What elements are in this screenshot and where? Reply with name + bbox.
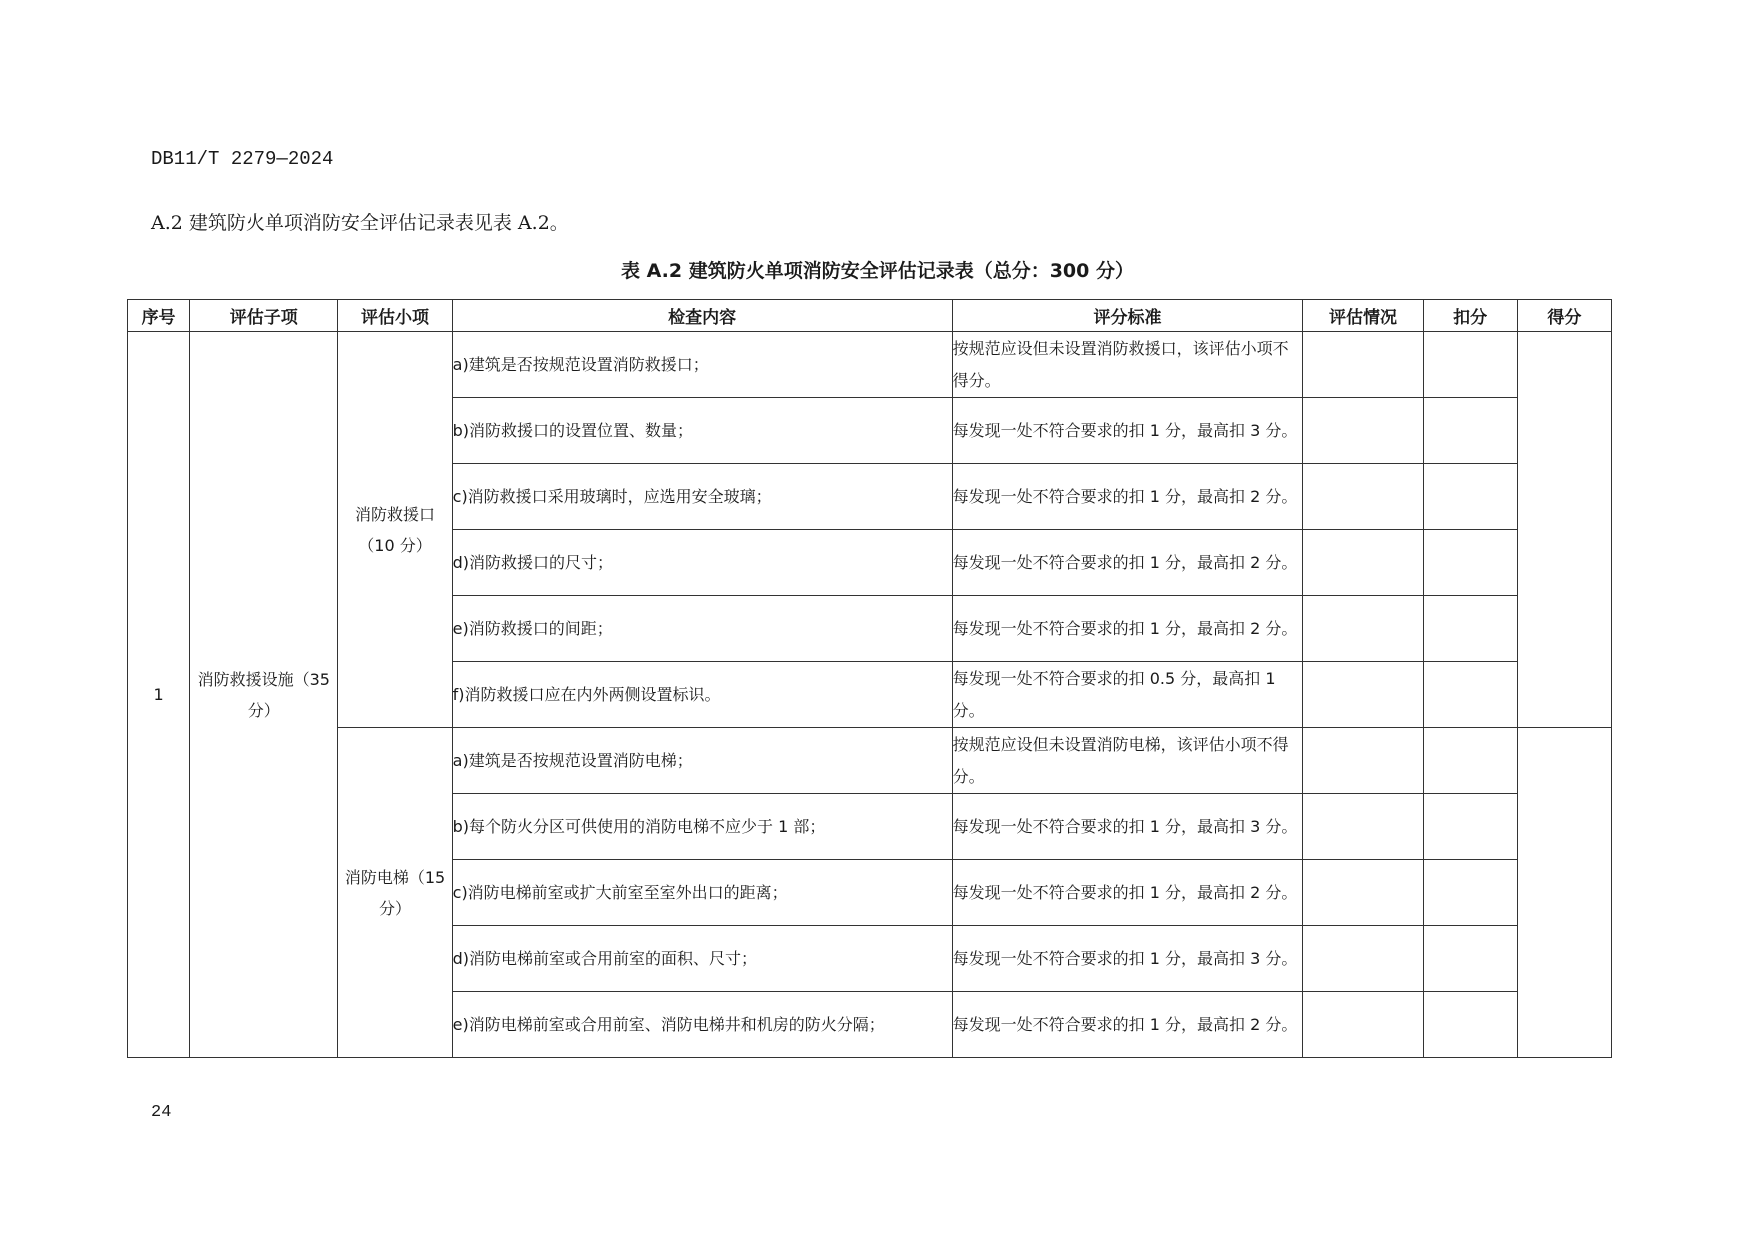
- assessment-cell: [1303, 464, 1423, 530]
- deduction-cell: [1423, 728, 1517, 794]
- check-content: b)消防救援口的设置位置、数量；: [452, 398, 952, 464]
- table-header-row: [128, 300, 1612, 332]
- group-number: 1: [128, 332, 190, 1058]
- deduction-cell: [1423, 926, 1517, 992]
- scoring-standard: 每发现一处不符合要求的扣 1 分，最高扣 2 分。: [952, 992, 1303, 1058]
- score-cell: [1517, 332, 1611, 728]
- scoring-standard: 每发现一处不符合要求的扣 1 分，最高扣 3 分。: [952, 398, 1303, 464]
- column-header-deduction: 扣分: [1423, 300, 1517, 332]
- scoring-standard: 每发现一处不符合要求的扣 0.5 分，最高扣 1 分。: [952, 662, 1303, 728]
- scoring-standard: 每发现一处不符合要求的扣 1 分，最高扣 3 分。: [952, 926, 1303, 992]
- deduction-cell: [1423, 464, 1517, 530]
- document-code: DB11/T 2279—2024: [151, 148, 334, 170]
- scoring-standard: 按规范应设但未设置消防电梯，该评估小项不得分。: [952, 728, 1303, 794]
- column-header-number: 序号: [128, 300, 190, 332]
- column-header-check-content: 检查内容: [452, 300, 952, 332]
- deduction-cell: [1423, 530, 1517, 596]
- deduction-cell: [1423, 860, 1517, 926]
- check-content: e)消防电梯前室或合用前室、消防电梯井和机房的防火分隔；: [452, 992, 952, 1058]
- check-content: b)每个防火分区可供使用的消防电梯不应少于 1 部；: [452, 794, 952, 860]
- column-header-minor-item: 评估小项: [338, 300, 452, 332]
- scoring-standard: 每发现一处不符合要求的扣 1 分，最高扣 2 分。: [952, 596, 1303, 662]
- column-header-assessment: 评估情况: [1303, 300, 1423, 332]
- group-sub-item: 消防救援设施（35 分）: [190, 332, 338, 1058]
- table-row: [128, 728, 1612, 794]
- assessment-cell: [1303, 398, 1423, 464]
- assessment-table: [127, 299, 1612, 1058]
- check-content: c)消防电梯前室或扩大前室至室外出口的距离；: [452, 860, 952, 926]
- assessment-cell: [1303, 728, 1423, 794]
- check-content: e)消防救援口的间距；: [452, 596, 952, 662]
- check-content: a)建筑是否按规范设置消防救援口；: [452, 332, 952, 398]
- deduction-cell: [1423, 332, 1517, 398]
- check-content: f)消防救援口应在内外两侧设置标识。: [452, 662, 952, 728]
- scoring-standard: 每发现一处不符合要求的扣 1 分，最高扣 2 分。: [952, 860, 1303, 926]
- assessment-cell: [1303, 992, 1423, 1058]
- score-cell: [1517, 728, 1611, 1058]
- check-content: c)消防救援口采用玻璃时，应选用安全玻璃；: [452, 464, 952, 530]
- assessment-cell: [1303, 926, 1423, 992]
- deduction-cell: [1423, 794, 1517, 860]
- table-title: 表 A.2 建筑防火单项消防安全评估记录表（总分：300 分）: [620, 260, 1134, 282]
- column-header-score: 得分: [1517, 300, 1611, 332]
- check-content: a)建筑是否按规范设置消防电梯；: [452, 728, 952, 794]
- section-name: 消防救援口（10 分）: [338, 332, 452, 728]
- page-number: 24: [151, 1103, 172, 1122]
- scoring-standard: 每发现一处不符合要求的扣 1 分，最高扣 3 分。: [952, 794, 1303, 860]
- column-header-sub-item: 评估子项: [190, 300, 338, 332]
- check-content: d)消防救援口的尺寸；: [452, 530, 952, 596]
- deduction-cell: [1423, 596, 1517, 662]
- assessment-cell: [1303, 530, 1423, 596]
- assessment-cell: [1303, 794, 1423, 860]
- table-row: [128, 332, 1612, 398]
- scoring-standard: 每发现一处不符合要求的扣 1 分，最高扣 2 分。: [952, 464, 1303, 530]
- section-intro: A.2 建筑防火单项消防安全评估记录表见表 A.2。: [151, 212, 569, 234]
- assessment-cell: [1303, 662, 1423, 728]
- column-header-scoring-standard: 评分标准: [952, 300, 1303, 332]
- assessment-cell: [1303, 596, 1423, 662]
- section-name: 消防电梯（15 分）: [338, 728, 452, 1058]
- scoring-standard: 每发现一处不符合要求的扣 1 分，最高扣 2 分。: [952, 530, 1303, 596]
- assessment-cell: [1303, 332, 1423, 398]
- deduction-cell: [1423, 992, 1517, 1058]
- deduction-cell: [1423, 662, 1517, 728]
- deduction-cell: [1423, 398, 1517, 464]
- scoring-standard: 按规范应设但未设置消防救援口，该评估小项不得分。: [952, 332, 1303, 398]
- assessment-cell: [1303, 860, 1423, 926]
- check-content: d)消防电梯前室或合用前室的面积、尺寸；: [452, 926, 952, 992]
